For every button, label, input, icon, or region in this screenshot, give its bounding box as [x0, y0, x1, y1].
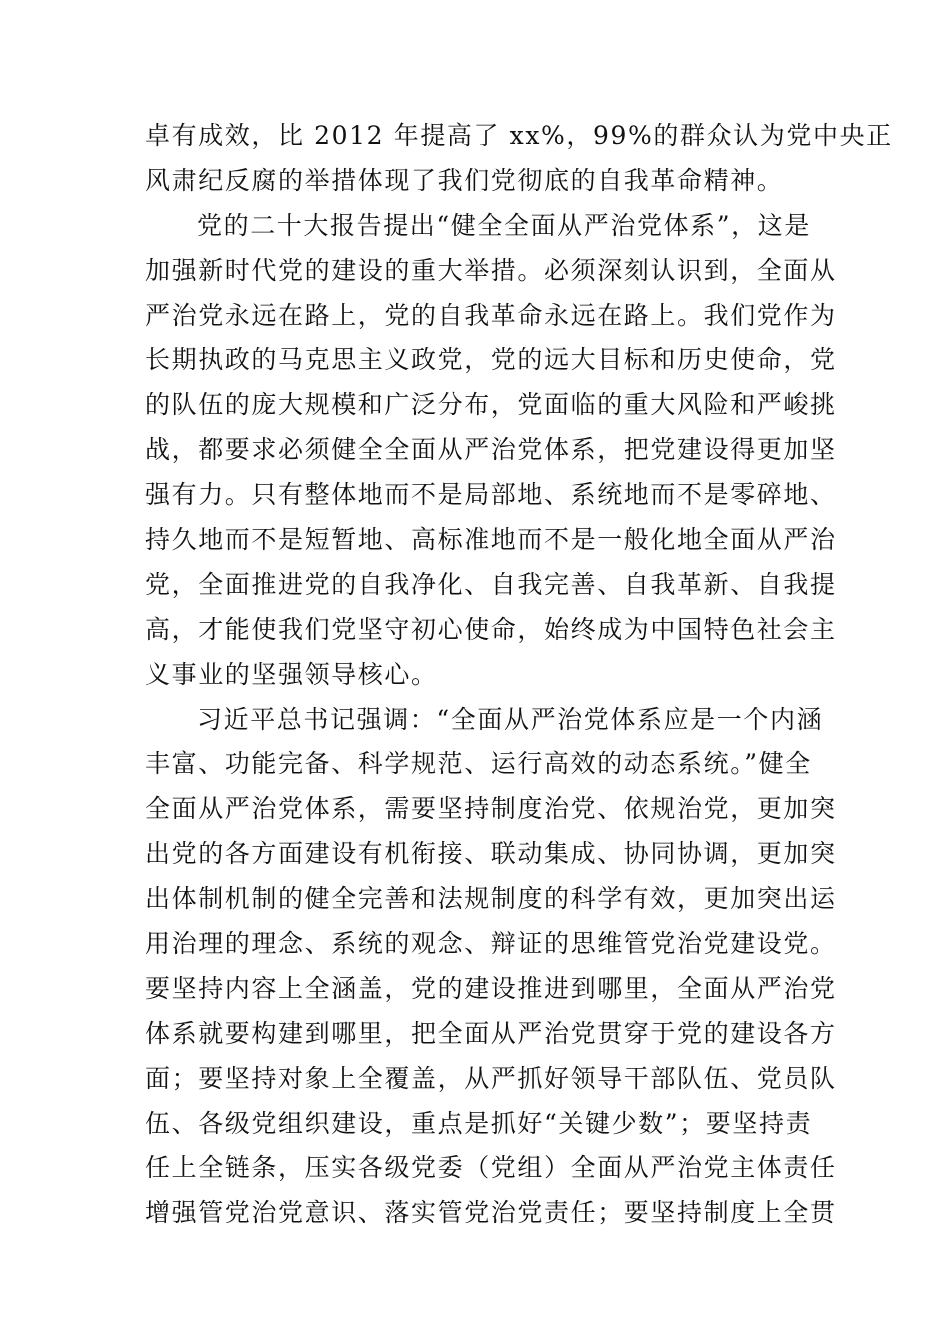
text-line: 强有力。只有整体地而不是局部地、系统地而不是零碎地、 [145, 480, 837, 510]
text-line: 体系就要构建到哪里，把全面从严治党贯穿于党的建设各方 [145, 1018, 837, 1048]
text-line: 任上全链条，压实各级党委（党组）全面从严治党主体责任 [145, 1153, 837, 1183]
text-line: 面；要坚持对象上全覆盖，从严抓好领导干部队伍、党员队 [145, 1063, 837, 1093]
text-line: 党，全面推进党的自我净化、自我完善、自我革新、自我提 [145, 569, 837, 599]
text-line: 持久地而不是短暂地、高标准地而不是一般化地全面从严治 [145, 525, 837, 555]
body-text [145, 114, 893, 1236]
text-line: 义事业的坚强领导核心。 [145, 659, 438, 689]
text-line: 高，才能使我们党坚守初心使命，始终成为中国特色社会主 [145, 614, 837, 644]
text-line: 的队伍的庞大规模和广泛分布，党面临的重大风险和严峻挑 [145, 390, 837, 420]
text-line: 全面从严治党体系，需要坚持制度治党、依规治党，更加突 [145, 794, 837, 824]
text-line: 要坚持内容上全涵盖，党的建设推进到哪里，全面从严治党 [145, 973, 837, 1003]
text-line: 加强新时代党的建设的重大举措。必须深刻认识到，全面从 [145, 255, 837, 285]
text-line: 增强管党治党意识、落实管党治党责任；要坚持制度上全贯 [145, 1198, 837, 1228]
text-line: 长期执政的马克思主义政党，党的远大目标和历史使命，党 [145, 345, 837, 375]
text-line: 伍、各级党组织建设，重点是抓好“关键少数”；要坚持责 [145, 1108, 813, 1138]
text-line: 卓有成效，比 2012 年提高了 xx%，99%的群众认为党中央正 [145, 121, 893, 150]
text-line: 用治理的理念、系统的观念、辩证的思维管党治党建设党。 [145, 929, 837, 959]
text-line: 出体制机制的健全完善和法规制度的科学有效，更加突出运 [145, 884, 837, 914]
paragraph-first-line: 习近平总书记强调：“全面从严治党体系应是一个内涵 [197, 704, 824, 734]
text-line: 丰富、功能完备、科学规范、运行高效的动态系统。”健全 [145, 749, 812, 779]
paragraph-first-line: 党的二十大报告提出“健全全面从严治党体系”，这是 [197, 210, 811, 240]
text-line: 风肃纪反腐的举措体现了我们党彻底的自我革命精神。 [145, 165, 784, 195]
text-line: 出党的各方面建设有机衔接、联动集成、协同协调，更加突 [145, 839, 837, 869]
text-line: 严治党永远在路上，党的自我革命永远在路上。我们党作为 [145, 300, 837, 330]
text-line: 战，都要求必须健全全面从严治党体系，把党建设得更加坚 [145, 435, 837, 465]
